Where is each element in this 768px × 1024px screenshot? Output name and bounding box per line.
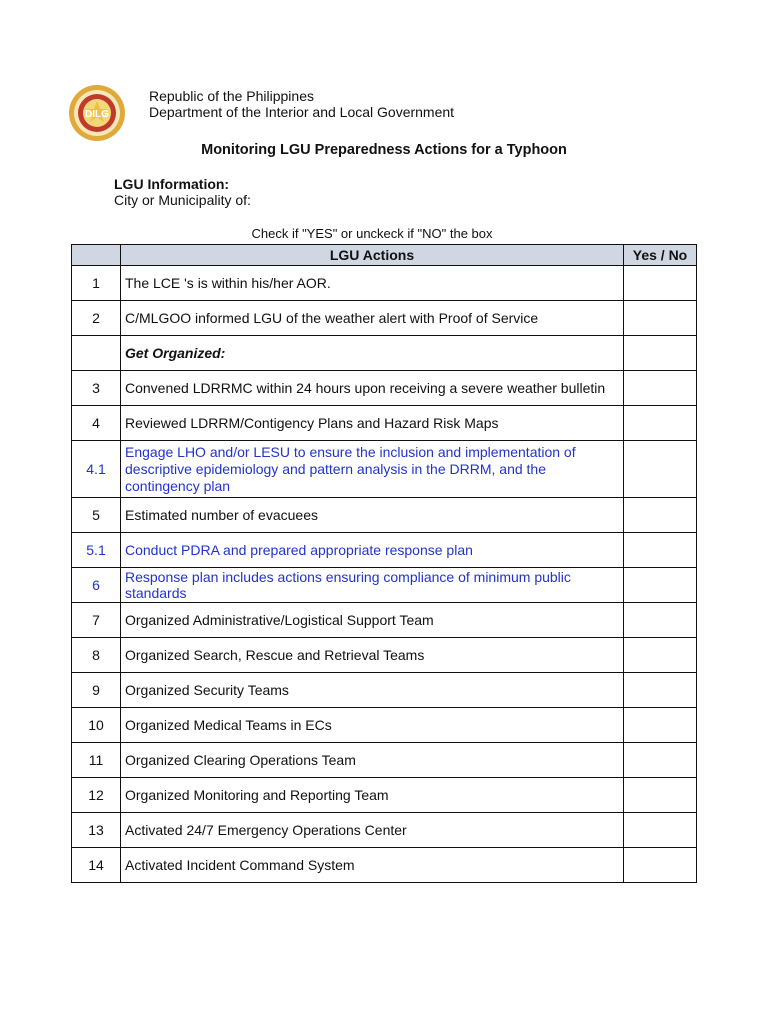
- row-number: 4.1: [72, 441, 121, 498]
- yes-no-checkbox-cell[interactable]: [624, 336, 697, 371]
- yes-no-checkbox-cell[interactable]: [624, 371, 697, 406]
- row-action: The LCE 's is within his/her AOR.: [121, 266, 624, 301]
- row-number: 4: [72, 406, 121, 441]
- row-action: Estimated number of evacuees: [121, 498, 624, 533]
- header-department: Department of the Interior and Local Government: [149, 104, 455, 120]
- table-row: [72, 638, 697, 673]
- table-row: [72, 336, 697, 371]
- row-number: 13: [72, 813, 121, 848]
- yes-no-checkbox-cell[interactable]: [624, 848, 697, 883]
- yes-no-checkbox-cell[interactable]: [624, 603, 697, 638]
- row-number: 7: [72, 603, 121, 638]
- row-action: Organized Medical Teams in ECs: [121, 708, 624, 743]
- row-number: 12: [72, 778, 121, 813]
- yes-no-checkbox-cell[interactable]: [624, 301, 697, 336]
- row-number: [72, 336, 121, 371]
- yes-no-checkbox-cell[interactable]: [624, 708, 697, 743]
- lgu-info-heading: LGU Information:: [114, 176, 230, 192]
- row-number: 11: [72, 743, 121, 778]
- row-action: Organized Security Teams: [121, 673, 624, 708]
- row-number: 3: [72, 371, 121, 406]
- row-number: 8: [72, 638, 121, 673]
- yes-no-checkbox-cell[interactable]: [624, 813, 697, 848]
- table-row: [72, 441, 697, 498]
- row-action: Response plan includes actions ensuring compliance of minimum public standards: [121, 568, 624, 603]
- header-yes-no: Yes / No: [624, 245, 697, 266]
- yes-no-checkbox-cell[interactable]: [624, 568, 697, 603]
- row-action: Engage LHO and/or LESU to ensure the inclusion and implementation of descriptive epidemiology and pattern analysis in the DRRM, and the contingency plan: [121, 441, 624, 498]
- row-action: C/MLGOO informed LGU of the weather alert with Proof of Service: [121, 301, 624, 336]
- table-row: [72, 813, 697, 848]
- table-row: [72, 266, 697, 301]
- header-lgu-actions: LGU Actions: [121, 245, 624, 266]
- table-row: [72, 371, 697, 406]
- table-row: [72, 533, 697, 568]
- yes-no-checkbox-cell[interactable]: [624, 638, 697, 673]
- page-title: Monitoring LGU Preparedness Actions for a Typhoon: [201, 142, 567, 158]
- row-action: Organized Clearing Operations Team: [121, 743, 624, 778]
- yes-no-checkbox-cell[interactable]: [624, 778, 697, 813]
- yes-no-checkbox-cell[interactable]: [624, 406, 697, 441]
- yes-no-checkbox-cell[interactable]: [624, 533, 697, 568]
- table-row: [72, 778, 697, 813]
- table-row: [72, 498, 697, 533]
- row-action: Get Organized:: [121, 336, 624, 371]
- row-number: 1: [72, 266, 121, 301]
- table-row: [72, 743, 697, 778]
- row-action: Activated Incident Command System: [121, 848, 624, 883]
- table-row: [72, 568, 697, 603]
- table-row: [72, 708, 697, 743]
- yes-no-checkbox-cell[interactable]: [624, 498, 697, 533]
- logo-text: DILG: [85, 109, 109, 120]
- row-number: 5: [72, 498, 121, 533]
- instruction-text: Check if "YES" or unckeck if "NO" the box: [251, 226, 493, 241]
- row-number: 5.1: [72, 533, 121, 568]
- row-action: Organized Administrative/Logistical Support Team: [121, 603, 624, 638]
- row-number: 9: [72, 673, 121, 708]
- table-row: [72, 301, 697, 336]
- table-row: [72, 848, 697, 883]
- actions-table: [71, 244, 697, 883]
- table-row: [72, 406, 697, 441]
- row-action: Reviewed LDRRM/Contigency Plans and Hazard Risk Maps: [121, 406, 624, 441]
- row-action: Conduct PDRA and prepared appropriate response plan: [121, 533, 624, 568]
- row-number: 2: [72, 301, 121, 336]
- header-num: [72, 245, 121, 266]
- row-action: Activated 24/7 Emergency Operations Center: [121, 813, 624, 848]
- row-number: 10: [72, 708, 121, 743]
- row-number: 6: [72, 568, 121, 603]
- row-action: Organized Search, Rescue and Retrieval Teams: [121, 638, 624, 673]
- table-header-row: [72, 245, 697, 266]
- yes-no-checkbox-cell[interactable]: [624, 743, 697, 778]
- row-action: Convened LDRRMC within 24 hours upon receiving a severe weather bulletin: [121, 371, 624, 406]
- yes-no-checkbox-cell[interactable]: [624, 266, 697, 301]
- table-row: [72, 673, 697, 708]
- yes-no-checkbox-cell[interactable]: [624, 673, 697, 708]
- yes-no-checkbox-cell[interactable]: [624, 441, 697, 498]
- table-row: [72, 603, 697, 638]
- row-action: Organized Monitoring and Reporting Team: [121, 778, 624, 813]
- header-republic: Republic of the Philippines: [149, 88, 314, 104]
- row-number: 14: [72, 848, 121, 883]
- dilg-logo: [68, 84, 126, 142]
- lgu-city-label: City or Municipality of:: [114, 192, 251, 208]
